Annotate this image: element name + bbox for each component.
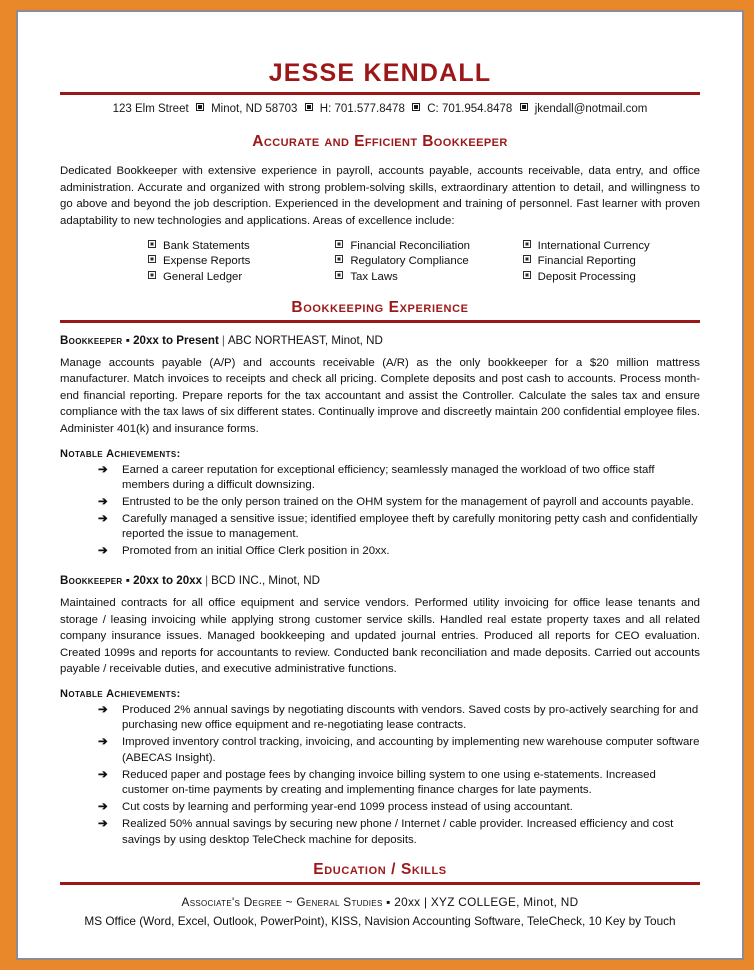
skill-item bbox=[523, 239, 700, 254]
small-square-separator-icon bbox=[305, 103, 313, 111]
achievement-item bbox=[98, 768, 700, 800]
arrow-right-bullet-icon: ➔ bbox=[98, 736, 108, 749]
education-skills-line: MS Office (Word, Excel, Outlook, PowerPoint), KISS, Navision Accounting Software, TeleCheck, 10 Key by Touch bbox=[84, 914, 676, 929]
small-square-bullet-icon bbox=[148, 255, 156, 263]
resume-document bbox=[16, 10, 744, 960]
arrow-right-bullet-icon: ➔ bbox=[98, 768, 108, 781]
achievement-text: Produced 2% annual savings by negotiating discounts with vendors. Saved costs by pro-actively searching for and purchasing new office equipment and re-negotiating lease contracts. bbox=[122, 703, 699, 732]
achievement-text: Earned a career reputation for exceptional efficiency; seamlessly managed the workload of two office staff members during a difficult downsizing. bbox=[122, 463, 655, 492]
job-separator: ▪ bbox=[125, 333, 130, 347]
skill-item bbox=[335, 239, 512, 254]
small-square-bullet-icon bbox=[335, 271, 343, 279]
skill-label: Regulatory Compliance bbox=[350, 255, 469, 268]
small-square-separator-icon bbox=[520, 103, 528, 111]
arrow-right-bullet-icon: ➔ bbox=[98, 801, 108, 814]
contact-line bbox=[60, 102, 700, 117]
experience-section-divider bbox=[60, 320, 700, 323]
job-description: Maintained contracts for all office equipment and service vendors. Performed utility invoicing for office lease tenants and storage / leasing invoicing while applying strong customer service skills. Handled real estate property taxes and all related company insurance issues. Managed bookkeeping and updated journal entries. Produced all reports for CEO evaluation. Created 1099s and reports for accountants to review. Conducted bank reconciliation and made deposits. Carried out accounts payable / receivable duties, and executive administrative functions. bbox=[60, 596, 700, 676]
skill-label: Bank Statements bbox=[163, 240, 250, 253]
small-square-bullet-icon bbox=[148, 240, 156, 248]
job-heading bbox=[60, 573, 700, 588]
arrow-right-bullet-icon: ➔ bbox=[98, 545, 108, 558]
skill-label: Expense Reports bbox=[163, 255, 251, 268]
header-divider bbox=[60, 92, 700, 95]
contact-cell-phone: C: 701.954.8478 bbox=[427, 103, 513, 116]
small-square-bullet-icon bbox=[523, 240, 531, 248]
small-square-separator-icon bbox=[196, 103, 204, 111]
achievement-text: Reduced paper and postage fees by changing invoice billing system to one using e-statements. Increased customer on-time payments by creating and implementing finance charges for late payments. bbox=[122, 768, 656, 797]
contact-email[interactable]: jkendall@notmail.com bbox=[534, 103, 648, 116]
achievement-item bbox=[98, 544, 700, 561]
job-pipe: | bbox=[221, 333, 225, 347]
job-entry bbox=[60, 573, 700, 849]
job-pipe: | bbox=[205, 573, 209, 587]
education-pipe: | bbox=[423, 895, 428, 910]
contact-address: 123 Elm Street bbox=[112, 103, 189, 116]
achievement-item bbox=[98, 463, 700, 495]
achievement-text: Realized 50% annual savings by securing new phone / Internet / cable provider. Increased efficiency and cost savings by using desktop TeleCheck machine for deposits. bbox=[122, 817, 674, 846]
skill-label: General Ledger bbox=[163, 270, 243, 283]
skill-item bbox=[335, 270, 512, 285]
skill-label: Tax Laws bbox=[350, 270, 398, 283]
achievement-item bbox=[98, 817, 700, 849]
arrow-right-bullet-icon: ➔ bbox=[98, 703, 108, 716]
achievement-text: Cut costs by learning and performing year-end 1099 process instead of using accountant. bbox=[122, 801, 573, 814]
job-title: Bookkeeper bbox=[60, 333, 123, 347]
notable-achievements-label: Notable Achievements: bbox=[60, 687, 181, 700]
areas-of-excellence-grid bbox=[60, 239, 700, 284]
section-heading-education: Education / Skills bbox=[313, 861, 447, 879]
achievement-text: Entrusted to be the only person trained on the OHM system for the management of payroll and accounts payable. bbox=[122, 495, 694, 508]
skill-item bbox=[523, 254, 700, 269]
section-heading-experience: Bookkeeping Experience bbox=[291, 298, 469, 316]
job-description: Manage accounts payable (A/P) and accounts receivable (A/R) as the only bookkeeper for a $20 million mattress manufacturer. Match invoices to receipts and check all pricing. Complete deposits and post cash to accounts. Process month-end financial reporting. Prepare reports for the tax accountant and assist the Controller. Calculate the sales tax and ensure compliance with the tax laws of six different states. Continually improve and discreetly maintain 200 confidential employee files. Administer 401(k) and insurance forms. bbox=[60, 356, 700, 435]
skill-label: Financial Reconciliation bbox=[350, 240, 470, 253]
professional-tagline: Accurate and Efficient Bookkeeper bbox=[252, 133, 508, 151]
job-company: BCD INC., Minot, ND bbox=[211, 573, 320, 587]
small-square-bullet-icon bbox=[523, 255, 531, 263]
job-heading bbox=[60, 333, 700, 348]
achievement-text: Carefully managed a sensitive issue; identified employee theft by carefully monitoring petty cash and confidentially reported the issue to management. bbox=[122, 512, 698, 541]
education-degree: Associate's Degree ~ General Studies bbox=[181, 895, 383, 910]
skill-label: Deposit Processing bbox=[537, 270, 636, 283]
small-square-bullet-icon bbox=[335, 255, 343, 263]
achievement-item bbox=[98, 512, 700, 544]
achievement-item bbox=[98, 703, 700, 735]
contact-home-phone: H: 701.577.8478 bbox=[319, 103, 405, 116]
education-section-divider bbox=[60, 882, 700, 885]
job-title: Bookkeeper bbox=[60, 573, 123, 587]
small-square-bullet-icon bbox=[335, 240, 343, 248]
achievements-list bbox=[60, 463, 700, 561]
education-school: XYZ COLLEGE, Minot, ND bbox=[430, 895, 579, 910]
skill-item bbox=[148, 239, 325, 254]
arrow-right-bullet-icon: ➔ bbox=[98, 463, 108, 476]
job-company: ABC NORTHEAST, Minot, ND bbox=[227, 333, 383, 347]
skill-item bbox=[523, 270, 700, 285]
experience-jobs-container bbox=[60, 333, 700, 849]
skill-item bbox=[148, 254, 325, 269]
job-separator: ▪ bbox=[125, 573, 130, 587]
contact-city-state-zip: Minot, ND 58703 bbox=[211, 103, 298, 116]
achievement-text: Promoted from an initial Office Clerk position in 20xx. bbox=[122, 545, 390, 558]
education-separator: ▪ bbox=[386, 895, 391, 910]
skill-item bbox=[148, 270, 325, 285]
arrow-right-bullet-icon: ➔ bbox=[98, 495, 108, 508]
education-degree-line bbox=[60, 895, 700, 909]
job-entry bbox=[60, 333, 700, 561]
skill-item bbox=[335, 254, 512, 269]
skill-label: International Currency bbox=[537, 240, 650, 253]
arrow-right-bullet-icon: ➔ bbox=[98, 817, 108, 830]
small-square-bullet-icon bbox=[148, 271, 156, 279]
job-dates: 20xx to Present bbox=[133, 333, 219, 347]
notable-achievements-label: Notable Achievements: bbox=[60, 447, 181, 460]
skill-label: Financial Reporting bbox=[537, 255, 636, 268]
summary-paragraph: Dedicated Bookkeeper with extensive experience in payroll, accounts payable, accounts receivable, data entry, and office administration. Accurate and organized with strong problem-solving skills, extraordinary attention to detail, and willingness to go above and beyond the job description. Experienced in the development and training of personnel. Fast learner with proven adaptability to new technologies and applications. Areas of excellence include: bbox=[60, 165, 700, 227]
achievement-item bbox=[98, 735, 700, 767]
small-square-bullet-icon bbox=[523, 271, 531, 279]
achievement-item bbox=[98, 495, 700, 512]
candidate-name: JESSE KENDALL bbox=[268, 59, 492, 87]
achievement-item bbox=[98, 800, 700, 817]
arrow-right-bullet-icon: ➔ bbox=[98, 512, 108, 525]
job-dates: 20xx to 20xx bbox=[133, 573, 203, 587]
small-square-separator-icon bbox=[412, 103, 420, 111]
education-year: 20xx bbox=[394, 895, 421, 910]
achievements-list bbox=[60, 703, 700, 850]
achievement-text: Improved inventory control tracking, invoicing, and accounting by implementing new warehouse computer software (ABECAS Insight). bbox=[122, 736, 700, 764]
